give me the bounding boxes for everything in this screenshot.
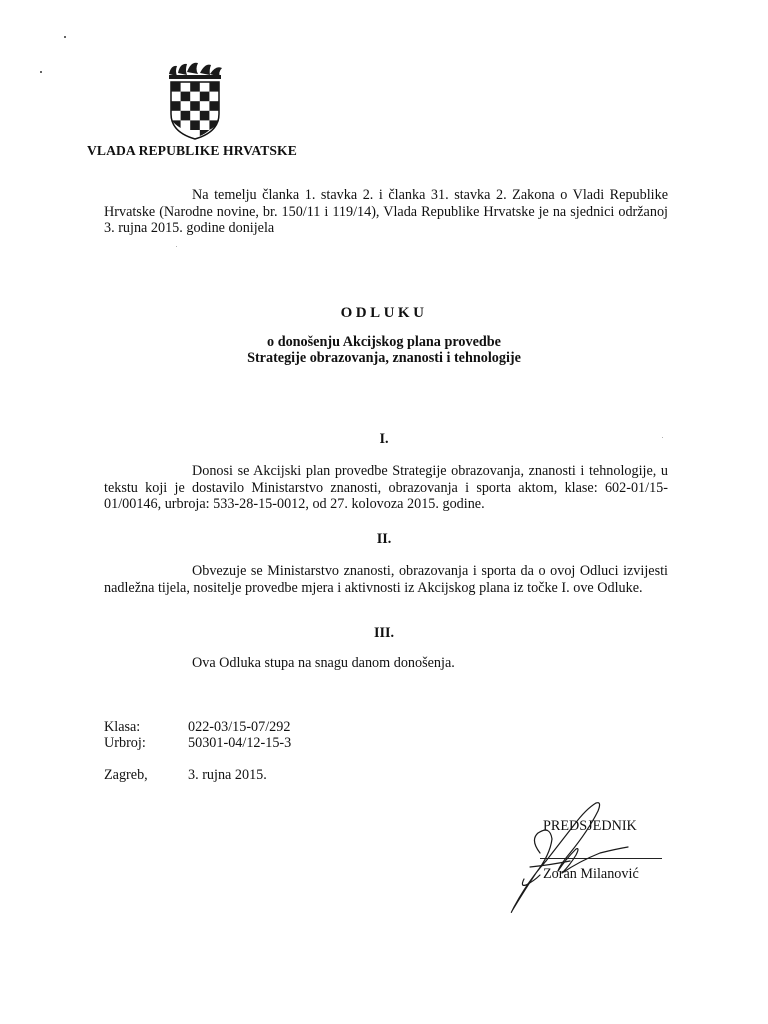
section-number-1: I. xyxy=(379,431,389,447)
decision-subtitle-line2: Strategije obrazovanja, znanosti i tehnologije xyxy=(247,350,521,366)
section-number-2: II. xyxy=(376,531,392,547)
scan-speck xyxy=(40,71,42,73)
klasa-label: Klasa: xyxy=(104,719,141,735)
signatory-name: Zoran Milanović xyxy=(543,866,639,882)
intro-text: Na temelju članka 1. stavka 2. i članka 31. stavka 2. Zakona o Vladi Republike Hrvatske (Narodne novine, br. 150/11 i 119/14), Vlada Republike Hrvatske je na sjednici održanoj 3. rujna 2015. godine donijela xyxy=(104,187,668,236)
section-number-3: III. xyxy=(373,625,395,641)
croatian-coat-of-arms-icon xyxy=(165,62,225,140)
decision-subtitle-line1: o donošenju Akcijskog plana provedbe xyxy=(267,334,501,350)
urbroj-label: Urbroj: xyxy=(104,735,146,751)
scan-speck xyxy=(176,246,177,247)
section-text-3: Ova Odluka stupa na snagu danom donošenja. xyxy=(192,655,455,671)
section-paragraph-1 xyxy=(104,463,668,513)
klasa-value: 022-03/15-07/292 xyxy=(188,719,291,735)
section-paragraph-2 xyxy=(104,563,668,596)
signatory-title: PREDSJEDNIK xyxy=(543,818,637,834)
scan-speck xyxy=(64,36,66,38)
place-label: Zagreb, xyxy=(104,767,148,783)
decision-title: ODLUKU xyxy=(340,305,428,321)
institution-name: VLADA REPUBLIKE HRVATSKE xyxy=(87,143,297,158)
section-paragraph-3 xyxy=(104,655,668,672)
urbroj-value: 50301-04/12-15-3 xyxy=(188,735,292,751)
section-text-2: Obvezuje se Ministarstvo znanosti, obrazovanja i sporta da o ovoj Odluci izvijesti nadležna tijela, nositelje provedbe mjera i aktivnosti iz Akcijskog plana iz točke I. ove Odluke. xyxy=(104,563,668,596)
section-text-1: Donosi se Akcijski plan provedbe Strategije obrazovanja, znanosti i tehnologije, u tekstu koji je dostavilo Ministarstvo znanosti, obrazovanja i sporta aktom, klase: 602-01/15-01/00146, urbroja: 533-28-15-0012, od 27. kolovoza 2015. godine. xyxy=(104,463,668,512)
intro-paragraph xyxy=(104,187,668,237)
handwritten-signature xyxy=(500,795,630,915)
date-value: 3. rujna 2015. xyxy=(188,767,267,783)
